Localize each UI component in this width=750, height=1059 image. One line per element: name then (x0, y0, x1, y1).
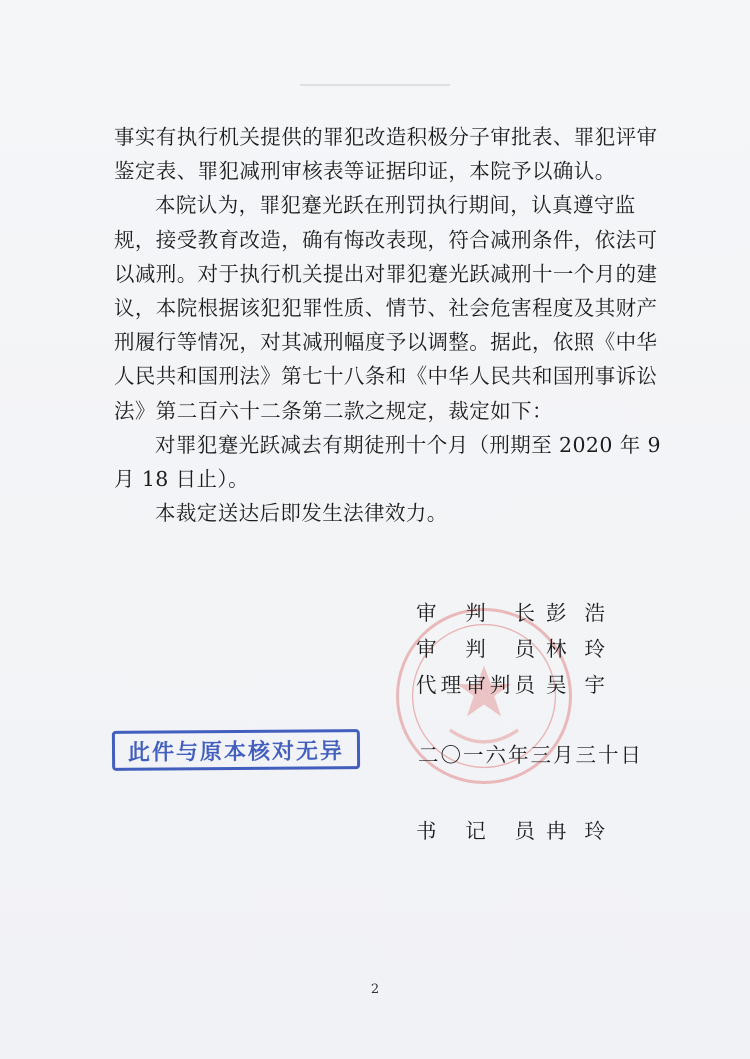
signature-acting-judge: 代理审判员 吴宇 (416, 673, 606, 697)
scan-artifact (300, 84, 450, 86)
signature-clerk: 书记员 冉玲 (416, 819, 606, 843)
paragraph-reasoning: 本院认为，罪犯蹇光跃在刑罚执行期间，认真遵守监规，接受教育改造，确有悔改表现，符合减刑条件，依法可以减刑。对于执行机关提出对罪犯蹇光跃减刑十一个月的建议，本院根据该犯犯罪性质、情节、社会危害程度及其财产刑履行等情况，对其减刑幅度予以调整。据此，依照《中华人民共和国刑法》第七十八条和《中华人民共和国刑事诉讼法》第二百六十二条第二款之规定，裁定如下： (114, 193, 658, 423)
ruling-date: 二〇一六年三月三十日 (418, 743, 643, 767)
page-number: 2 (370, 982, 380, 997)
signature-chief-judge: 审判长 彭浩 (416, 601, 606, 625)
ruling-body (114, 120, 674, 530)
paragraph-effect: 本裁定送达后即发生法律效力。 (155, 501, 448, 526)
signature-judge: 审判员 林玲 (416, 637, 606, 661)
paragraph-evidence: 事实有执行机关提供的罪犯改造积极分子审批表、罪犯评审鉴定表、罪犯减刑审核表等证据印证，本院予以确认。 (114, 125, 658, 184)
paragraph-ruling: 对罪犯蹇光跃减去有期徒刑十个月（刑期至 2020 年 9 月 18 日止）。 (114, 432, 661, 492)
copy-verified-stamp: 此件与原本核对无异 (112, 729, 360, 771)
